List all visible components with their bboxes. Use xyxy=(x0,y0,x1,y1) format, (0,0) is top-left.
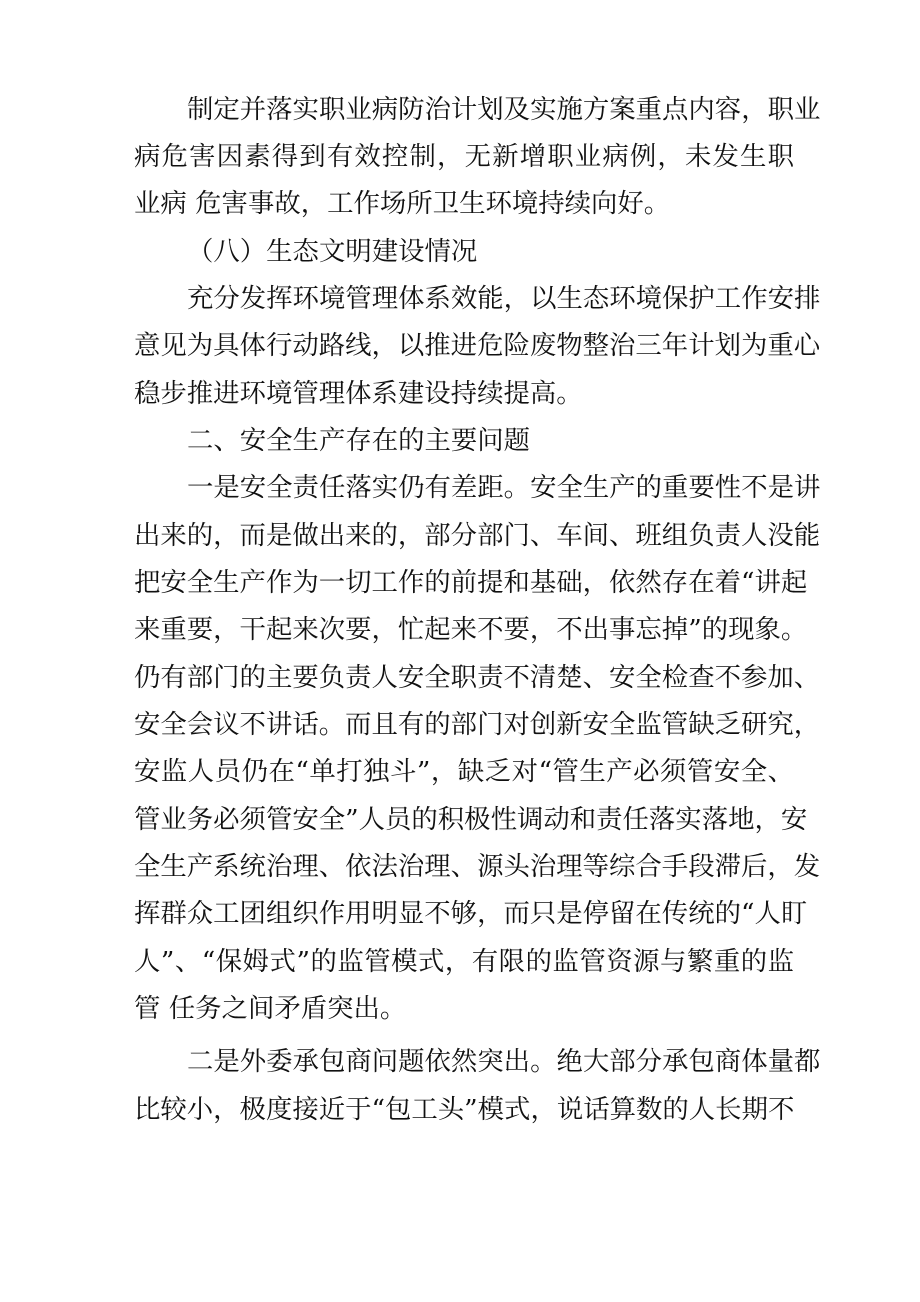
text-line: 病危害因素得到有效控制，无新增职业病例，未发生职 xyxy=(134,141,794,172)
text-line: 业病 危害事故，工作场所卫生环境持续向好。 xyxy=(134,188,671,219)
text-line: 来重要，干起来次要，忙起来不要，不出事忘掉”的现象。 xyxy=(134,614,808,645)
text-line: 充分发挥环境管理体系效能，以生态环境保护工作安排 xyxy=(187,283,821,314)
text-line: 一是安全责任落实仍有差距。安全生产的重要性不是讲 xyxy=(187,472,821,503)
text-line: 人”、“保姆式”的监管模式，有限的监管资源与繁重的监 xyxy=(134,946,794,977)
text-line: 安全会议不讲话。而且有的部门对创新安全监管缺乏研究， xyxy=(134,709,821,740)
text-line: 管 任务之间矛盾突出。 xyxy=(134,993,407,1024)
text-line: 全生产系统治理、依法治理、源头治理等综合手段滞后，发 xyxy=(134,851,821,882)
text-line: 安监人员仍在“单打独斗”，缺乏对“管生产必须管安全、 xyxy=(134,756,794,787)
section-heading: （八）生态文明建设情况 xyxy=(187,236,478,267)
text-line: 挥群众工团组织作用明显不够，而只是停留在传统的“人盯 xyxy=(134,898,808,929)
text-line: 制定并落实职业病防治计划及实施方案重点内容，职业 xyxy=(187,94,821,125)
text-line: 出来的，而是做出来的，部分部门、车间、班组负责人没能 xyxy=(134,520,821,551)
text-line: 二是外委承包商问题依然突出。绝大部分承包商体量都 xyxy=(187,1046,821,1077)
section-heading: 二、安全生产存在的主要问题 xyxy=(187,425,531,456)
text-line: 把安全生产作为一切工作的前提和基础，依然存在着“讲起 xyxy=(134,567,808,598)
text-line: 仍有部门的主要负责人安全职责不清楚、安全检查不参加、 xyxy=(134,662,821,693)
text-line: 稳步推进环境管理体系建设持续提高。 xyxy=(134,378,583,409)
text-line: 管业务必须管安全”人员的积极性调动和责任落实落地，安 xyxy=(134,804,808,835)
text-line: 比较小，极度接近于“包工头”模式，说话算数的人长期不 xyxy=(134,1094,795,1125)
text-line: 意见为具体行动路线，以推进危险废物整治三年计划为重心 xyxy=(134,330,821,361)
